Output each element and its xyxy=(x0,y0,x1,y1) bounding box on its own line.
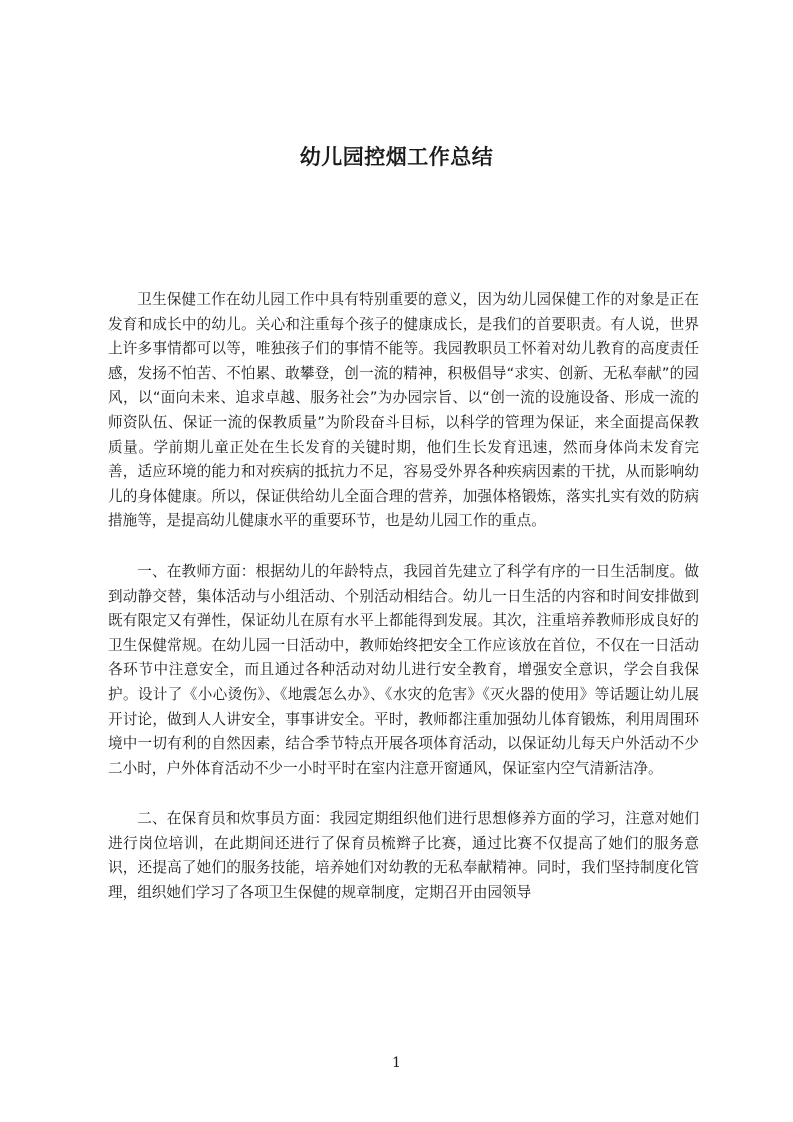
paragraph-intro: 卫生保健工作在幼儿园工作中具有特别重要的意义，因为幼儿园保健工作的对象是正在发育和成长中的幼儿。关心和注重每个孩子的健康成长，是我们的首要职责。有人说，世界上许多事情都可以等，唯独孩子们的事情不能等。我园教职员工怀着对幼儿教育的高度责任感，发扬不怕苦、不怕累、敢攀登，创一流的精神，积极倡导“求实、创新、无私奉献”的园风，以“面向未来、追求卓越、服务社会”为办园宗旨、以“创一流的设施设备、形成一流的师资队伍、保证一流的保教质量”为阶段奋斗目标，以科学的管理为保证，来全面提高保教质量。学前期儿童正处在生长发育的关键时期，他们生长发育迅速，然而身体尚未发育完善，适应环境的能力和对疾病的抵抗力不足，容易受外界各种疾病因素的干扰，从而影响幼儿的身体健康。所以，保证供给幼儿全面合理的营养，加强体格锻炼，落实扎实有效的防病措施等，是提高幼儿健康水平的重要环节，也是幼儿园工作的重点。 xyxy=(108,291,699,530)
document-body xyxy=(108,288,699,932)
page-number: 1 xyxy=(392,1055,401,1071)
document-title: 幼儿园控烟工作总结 xyxy=(299,145,494,169)
paragraph-teachers: 一、在教师方面：根据幼儿的年龄特点，我园首先建立了科学有序的一日生活制度。做到动静交替，集体活动与小组活动、个别活动相结合。幼儿一日生活的内容和时间安排做到既有限定又有弹性，保证幼儿在原有水平上都能得到发展。其次，注重培养教师形成良好的卫生保健常规。在幼儿园一日活动中，教师始终把安全工作应该放在首位，不仅在一日活动各环节中注意安全，而且通过各种活动对幼儿进行安全教育，增强安全意识，学会自我保护。设计了《小心烫伤》、《地震怎么办》、《水灾的危害》《灭火器的使用》等话题让幼儿展开讨论，做到人人讲安全，事事讲安全。平时，教师都注重加强幼儿体育锻炼，利用周围环境中一切有利的自然因素，结合季节特点开展各项体育活动，以保证幼儿每天户外活动不少二小时，户外体育活动不少一小时平时在室内注意开窗通风，保证室内空气清新洁净。 xyxy=(108,562,699,777)
paragraph-caregivers: 二、在保育员和炊事员方面：我园定期组织他们进行思想修养方面的学习，注意对她们进行岗位培训，在此期间还进行了保育员梳辫子比赛，通过比赛不仅提高了她们的服务意识，还提高了她们的服务技能，培养她们对幼教的无私奉献精神。同时，我们坚持制度化管理，组织她们学习了各项卫生保健的规章制度，定期召开由园领导 xyxy=(108,810,699,902)
